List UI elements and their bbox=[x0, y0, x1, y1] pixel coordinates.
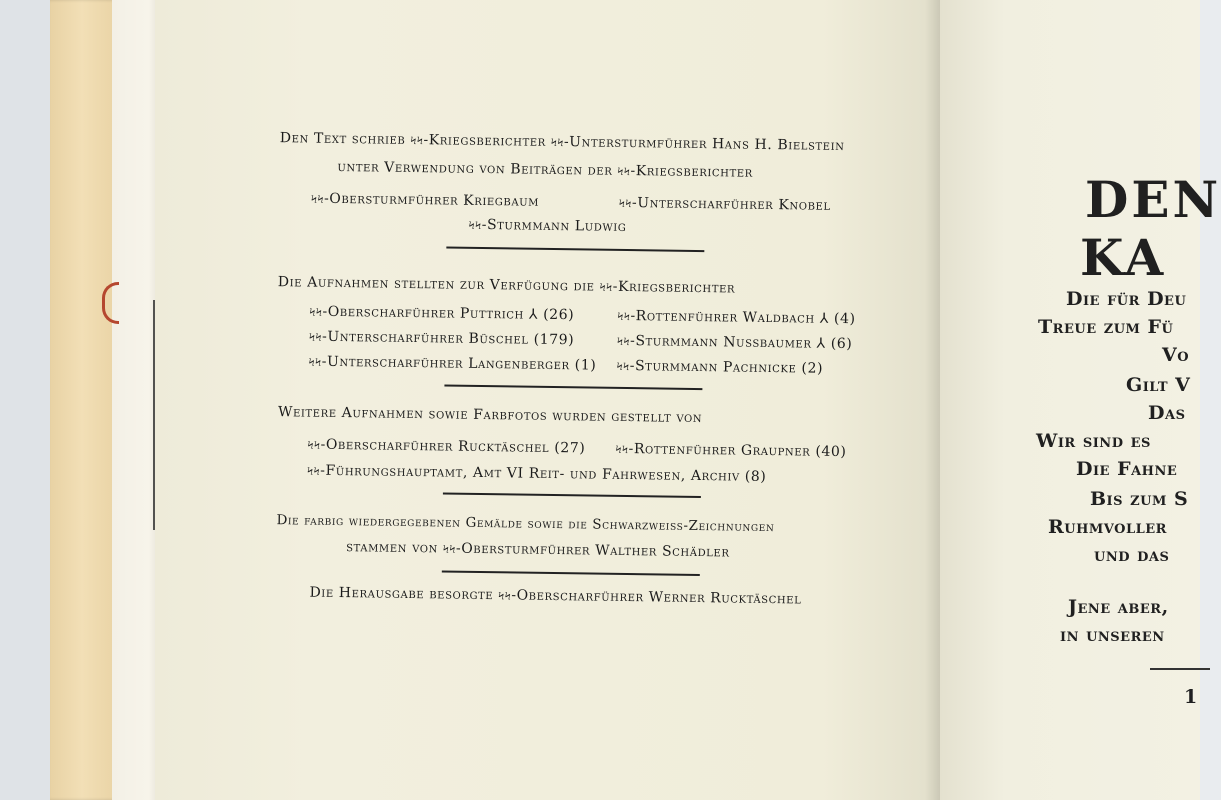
contributor-3: ϟϟ-Sturmmann Ludwig bbox=[468, 216, 627, 235]
photographer-right: ϟϟ-Sturmmann Nussbaumer ⅄ (6) bbox=[616, 332, 853, 353]
right-text-line: Jene aber, bbox=[1068, 596, 1169, 618]
right-title-2: KA bbox=[1080, 228, 1167, 287]
photos-heading: Die Aufnahmen stellten zur Verfügung die ϟϟ-Kriegsberichter bbox=[277, 274, 736, 297]
red-mark-fragment bbox=[102, 282, 119, 324]
right-text-line: Die für Deu bbox=[1066, 288, 1187, 310]
more-photos-right: ϟϟ-Rottenführer Graupner (40) bbox=[615, 440, 847, 461]
photographer-right: ϟϟ-Rottenführer Waldbach ⅄ (4) bbox=[617, 307, 856, 328]
author-line-2: unter Verwendung von Beiträgen der ϟϟ-Kriegsberichter bbox=[337, 158, 753, 181]
contributor-2: ϟϟ-Unterscharführer Knobel bbox=[618, 194, 831, 214]
right-text-line: Gilt V bbox=[1126, 374, 1191, 396]
photographer-left: ϟϟ-Oberscharführer Puttrich ⅄ (26) bbox=[309, 303, 575, 324]
more-photos-heading: Weitere Aufnahmen sowie Farbfotos wurden gestellt von bbox=[277, 404, 703, 427]
right-text-line: Das bbox=[1148, 402, 1186, 424]
right-page bbox=[940, 0, 1221, 800]
editor-line: Die Herausgabe besorgte ϟϟ-Oberscharführer Werner Rucktäschel bbox=[309, 584, 802, 608]
right-text-line: Wir sind es bbox=[1036, 430, 1151, 452]
right-text-line: Bis zum S bbox=[1090, 488, 1189, 510]
paintings-line-2: stammen von ϟϟ-Obersturmführer Walther Schädler bbox=[346, 539, 730, 561]
right-text-line: Ruhmvoller bbox=[1048, 516, 1167, 538]
right-text-line: Vo bbox=[1162, 344, 1190, 366]
separator-rule bbox=[446, 246, 704, 252]
right-text-line: Treue zum Fü bbox=[1038, 316, 1174, 338]
paintings-line-1: Die farbig wiedergegebenen Gemälde sowie die Schwarzweiss-Zeichnungen bbox=[276, 512, 775, 536]
right-text-line: in unseren bbox=[1060, 624, 1165, 646]
photographer-right: ϟϟ-Sturmmann Pachnicke (2) bbox=[616, 357, 824, 377]
separator-rule bbox=[444, 384, 702, 390]
right-page-number: 1 bbox=[1184, 686, 1198, 708]
right-title-1: DEN bbox=[1085, 170, 1221, 229]
more-photos-left: ϟϟ-Oberscharführer Rucktäschel (27) bbox=[307, 436, 586, 457]
credits-block bbox=[263, 128, 890, 637]
endpaper-strip bbox=[112, 0, 158, 800]
right-text-line: und das bbox=[1094, 544, 1170, 566]
separator-rule bbox=[443, 492, 701, 498]
photographer-left: ϟϟ-Unterscharführer Langenberger (1) bbox=[308, 353, 597, 374]
photographer-left: ϟϟ-Unterscharführer Büschel (179) bbox=[308, 328, 575, 349]
contributor-1: ϟϟ-Obersturmführer Kriegbaum bbox=[310, 190, 540, 210]
separator-rule bbox=[442, 570, 700, 576]
right-text-line: Die Fahne bbox=[1076, 458, 1178, 480]
more-photos-archive: ϟϟ-Führungshauptamt, Amt VI Reit- und Fahrwesen, Archiv (8) bbox=[307, 462, 767, 485]
author-line-1: Den Text schrieb ϟϟ-Kriegsberichter ϟϟ-Untersturmführer Hans H. Bielstein bbox=[279, 130, 845, 155]
right-separator-rule bbox=[1150, 668, 1210, 670]
